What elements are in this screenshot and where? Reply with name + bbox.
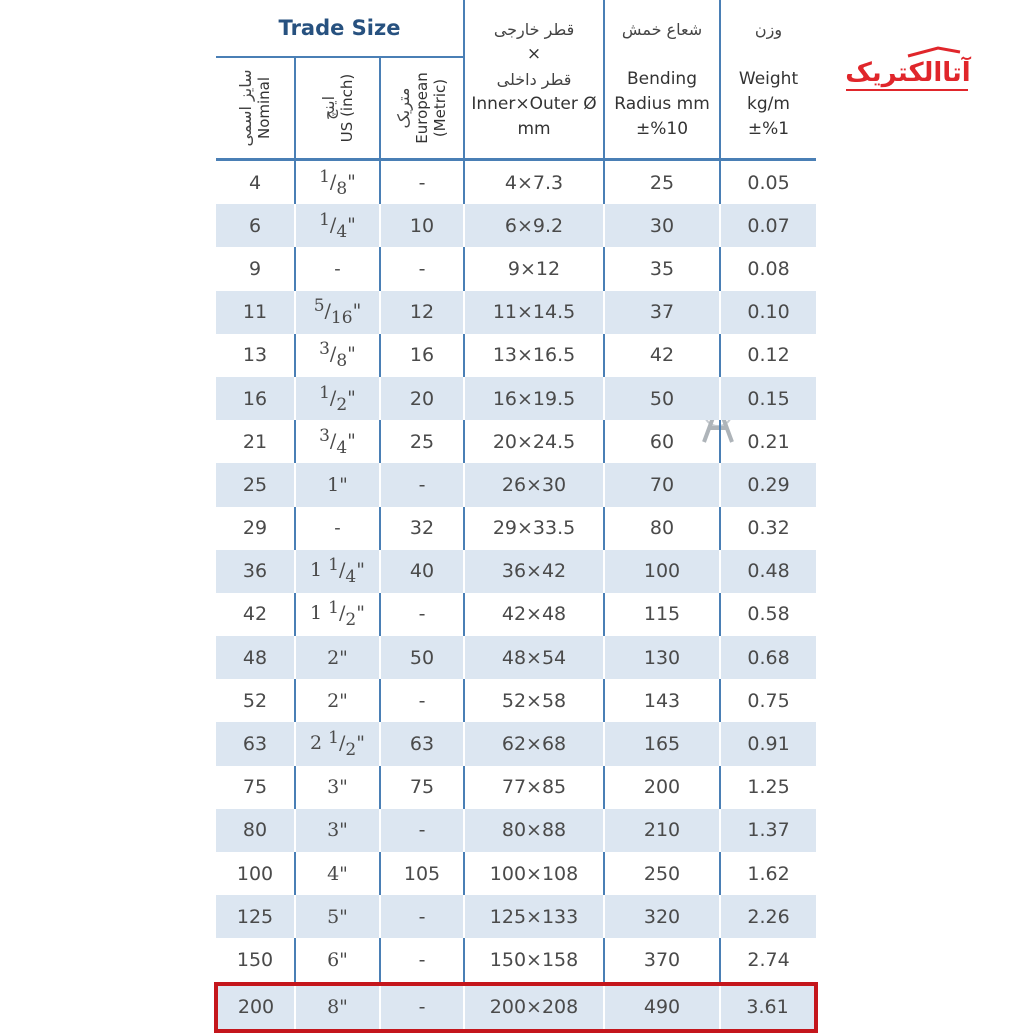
cell-diameter: 16×19.5	[464, 377, 604, 420]
weight-fa-label: وزن	[754, 19, 783, 39]
us-numerator: 1	[328, 728, 339, 749]
cell-nominal: 11	[216, 291, 295, 334]
cell-metric: -	[380, 679, 464, 722]
cell-us-inch	[295, 204, 380, 247]
cell-diameter: 150×158	[464, 938, 604, 983]
cell-bending-radius: 50	[604, 377, 720, 420]
us-fa-label: اینچ	[318, 95, 338, 121]
cell-bending-radius: 165	[604, 722, 720, 765]
cell-us-inch	[295, 593, 380, 636]
us-numerator: 3	[319, 339, 330, 360]
cell-nominal: 9	[216, 247, 295, 290]
cell-diameter: 26×30	[464, 463, 604, 506]
cell-us-inch	[295, 809, 380, 852]
cell-bending-radius: 25	[604, 160, 720, 205]
table-row	[216, 291, 816, 334]
weight-unit: kg/m	[747, 93, 790, 114]
cell-diameter: 77×85	[464, 766, 604, 809]
cell-metric: -	[380, 895, 464, 938]
us-inch-mark: "	[347, 213, 356, 236]
table-row	[216, 895, 816, 938]
cell-metric: -	[380, 984, 464, 1031]
cell-nominal: 200	[216, 984, 295, 1031]
diameter-header	[464, 0, 604, 160]
cell-metric: 105	[380, 852, 464, 895]
metric-en-sub: (Metric)	[431, 78, 449, 138]
us-whole: 3"	[327, 819, 348, 842]
cell-bending-radius: 35	[604, 247, 720, 290]
us-whole: 4"	[327, 862, 348, 885]
cell-nominal: 6	[216, 204, 295, 247]
us-denominator: 2	[336, 394, 348, 415]
us-whole: 2	[310, 732, 323, 755]
cell-us-inch	[295, 507, 380, 550]
cell-weight: 0.29	[720, 463, 816, 506]
cell-weight: 0.12	[747, 344, 790, 367]
cell-diameter: 200×208	[464, 984, 604, 1031]
diameter-unit: mm	[517, 118, 551, 139]
cell-bending-radius: 250	[604, 852, 720, 895]
cell-weight: 0.08	[747, 257, 790, 280]
cell-diameter: 100×108	[464, 852, 604, 895]
cell-us-inch	[295, 160, 380, 205]
cell-weight: 2.74	[747, 948, 790, 971]
cell-weight: 0.07	[720, 204, 816, 247]
us-numerator: 1	[319, 166, 330, 187]
cell-weight: 0.15	[720, 377, 816, 420]
table-row	[216, 160, 816, 205]
table-row	[216, 722, 816, 765]
table-row	[216, 463, 816, 506]
cell-metric: 12	[380, 291, 464, 334]
cell-bending-radius: 42	[604, 334, 720, 377]
cell-us-inch	[295, 463, 380, 506]
us-inch-mark: "	[347, 170, 356, 193]
cell-bending-radius: 30	[604, 204, 720, 247]
cell-diameter: 36×42	[464, 550, 604, 593]
table-row	[216, 593, 816, 636]
cell-nominal: 13	[216, 334, 295, 377]
cell-weight: 0.32	[747, 517, 790, 540]
fraction-slash: /	[329, 213, 337, 236]
cell-nominal: 21	[216, 420, 295, 463]
fraction-slash: /	[338, 732, 346, 755]
cell-nominal: 16	[216, 377, 295, 420]
metric-en-label: European	[413, 72, 431, 144]
us-numerator: 1	[319, 209, 330, 230]
us-numerator: 1	[328, 598, 339, 619]
us-en-label: US (inch)	[337, 73, 356, 143]
cell-weight: 0.75	[747, 689, 790, 712]
us-whole: -	[334, 517, 341, 540]
bending-en-unit: Radius mm	[614, 93, 710, 114]
us-denominator: 16	[330, 308, 353, 329]
cell-diameter: 6×9.2	[464, 204, 604, 247]
bending-fa-label: شعاع خمش	[621, 19, 703, 39]
cell-bending-radius: 320	[604, 895, 720, 938]
cell-bending-radius: 130	[604, 636, 720, 679]
us-denominator: 8	[336, 351, 348, 372]
cell-us-inch	[295, 291, 380, 334]
cell-nominal: 48	[216, 636, 295, 679]
us-inch-mark: "	[356, 559, 365, 582]
weight-en-label: Weight	[738, 68, 799, 89]
diameter-times: ×	[526, 43, 542, 64]
cell-metric: 50	[380, 636, 464, 679]
us-inch-mark: "	[352, 300, 362, 323]
trade-size-heading: Trade Size	[216, 0, 464, 57]
cell-metric: 10	[380, 204, 464, 247]
fraction-slash: /	[329, 170, 337, 193]
table-row	[216, 334, 816, 377]
table-row	[216, 852, 816, 895]
bending-en-label: Bending	[627, 68, 697, 89]
cell-metric: 20	[380, 377, 464, 420]
cell-weight: 1.25	[747, 776, 790, 799]
us-inch-header	[295, 57, 380, 160]
cell-nominal: 100	[216, 852, 295, 895]
cell-weight: 0.05	[747, 171, 790, 194]
cell-nominal: 52	[216, 679, 295, 722]
us-inch-mark: "	[347, 343, 356, 366]
cell-us-inch	[295, 679, 380, 722]
cell-bending-radius: 143	[604, 679, 720, 722]
cell-diameter: 48×54	[464, 636, 604, 679]
cell-weight: 0.68	[720, 636, 816, 679]
cell-us-inch	[295, 247, 380, 290]
cell-nominal: 4	[216, 160, 295, 205]
cell-nominal: 42	[216, 593, 295, 636]
cell-weight: 0.10	[720, 291, 816, 334]
us-inch-mark: "	[347, 429, 356, 452]
cell-metric: -	[380, 809, 464, 852]
cell-diameter: 29×33.5	[464, 507, 604, 550]
us-denominator: 4	[345, 567, 357, 588]
cell-diameter: 125×133	[464, 895, 604, 938]
cell-us-inch	[295, 420, 380, 463]
cell-metric: 75	[380, 766, 464, 809]
cell-nominal: 25	[216, 463, 295, 506]
cell-weight: 2.26	[720, 895, 816, 938]
cell-metric: 32	[380, 507, 464, 550]
table-row	[216, 679, 816, 722]
cell-bending-radius: 115	[604, 593, 720, 636]
cell-nominal: 75	[216, 766, 295, 809]
cell-metric: 63	[380, 722, 464, 765]
cell-weight: 0.58	[747, 603, 790, 626]
cell-nominal: 63	[216, 722, 295, 765]
cell-diameter: 80×88	[464, 809, 604, 852]
us-whole: 1"	[327, 473, 348, 496]
cell-diameter: 13×16.5	[464, 334, 604, 377]
cell-metric: -	[380, 938, 464, 983]
cell-nominal: 150	[216, 938, 295, 983]
fraction-slash: /	[338, 602, 346, 625]
bending-tolerance: ±%10	[636, 118, 689, 139]
fraction-slash: /	[329, 429, 337, 452]
cell-weight: 1.37	[720, 809, 816, 852]
cell-us-inch	[295, 550, 380, 593]
us-inch-mark: "	[347, 386, 356, 409]
fraction-slash: /	[324, 300, 331, 323]
cell-metric: -	[380, 593, 464, 636]
us-numerator: 1	[328, 555, 339, 576]
metric-fa-label: متریک	[394, 87, 413, 129]
diameter-en-label: Inner×Outer Ø	[471, 93, 597, 114]
cell-us-inch	[295, 895, 380, 938]
nominal-fa-label: سایز اسمی	[236, 69, 255, 147]
cell-metric: -	[380, 463, 464, 506]
brand-logo	[838, 44, 978, 100]
table-row	[216, 809, 816, 852]
bending-header	[604, 0, 720, 160]
us-whole: 5"	[327, 905, 348, 928]
us-inch-mark: "	[356, 732, 365, 755]
cell-bending-radius: 60	[604, 420, 720, 463]
cell-diameter: 42×48	[464, 593, 604, 636]
cell-nominal: 80	[216, 809, 295, 852]
us-whole: 6"	[327, 948, 348, 971]
us-inch-mark: "	[356, 602, 365, 625]
cell-us-inch	[295, 636, 380, 679]
us-numerator: 5	[313, 296, 325, 317]
cell-bending-radius: 80	[604, 507, 720, 550]
cell-nominal: 36	[216, 550, 295, 593]
cell-metric: 25	[380, 420, 464, 463]
cell-metric: -	[380, 247, 464, 290]
fraction-slash: /	[338, 559, 346, 582]
cell-us-inch	[295, 334, 380, 377]
logo-text: آتاالکتریک	[845, 58, 971, 88]
table-row	[216, 550, 816, 593]
cell-metric: 40	[380, 550, 464, 593]
diameter-fa-outer: قطر خارجی	[493, 19, 575, 39]
table-row	[216, 420, 816, 463]
cell-us-inch	[295, 852, 380, 895]
cell-bending-radius: 100	[604, 550, 720, 593]
cell-bending-radius: 70	[604, 463, 720, 506]
us-numerator: 1	[319, 382, 330, 403]
us-whole: 8"	[327, 996, 348, 1019]
weight-header	[720, 0, 816, 160]
table-row	[216, 247, 816, 290]
us-whole: 2"	[327, 646, 348, 669]
table-row	[216, 507, 816, 550]
cell-weight: 0.48	[720, 550, 816, 593]
us-whole: -	[334, 257, 341, 280]
cell-diameter: 62×68	[464, 722, 604, 765]
trade-size-table	[214, 0, 818, 1033]
us-denominator: 8	[336, 178, 348, 199]
cell-diameter: 9×12	[464, 247, 604, 290]
us-numerator: 3	[319, 425, 330, 446]
table-row	[216, 766, 816, 809]
cell-metric: 16	[380, 334, 464, 377]
cell-weight: 1.62	[747, 862, 790, 885]
weight-tolerance: ±%1	[747, 118, 790, 139]
cell-bending-radius: 37	[604, 291, 720, 334]
cell-diameter: 4×7.3	[464, 160, 604, 205]
cell-bending-radius: 210	[604, 809, 720, 852]
cell-weight: 0.21	[747, 430, 790, 453]
us-denominator: 2	[345, 740, 357, 761]
fraction-slash: /	[329, 343, 337, 366]
cell-metric: -	[380, 160, 464, 205]
cell-diameter: 20×24.5	[464, 420, 604, 463]
metric-header	[380, 57, 464, 160]
cell-weight: 0.91	[720, 722, 816, 765]
cell-nominal: 125	[216, 895, 295, 938]
cell-bending-radius: 370	[604, 938, 720, 983]
cell-us-inch	[295, 938, 380, 983]
fraction-slash: /	[329, 386, 337, 409]
nominal-header	[216, 57, 295, 160]
cell-diameter: 11×14.5	[464, 291, 604, 334]
nominal-en-label: Nominal	[255, 76, 273, 140]
us-denominator: 4	[336, 221, 348, 242]
us-whole: 1	[310, 602, 323, 625]
us-whole: 2"	[327, 689, 348, 712]
cell-nominal: 29	[216, 507, 295, 550]
cell-weight: 3.61	[720, 984, 816, 1031]
table-row	[216, 636, 816, 679]
cell-us-inch	[295, 766, 380, 809]
us-denominator: 4	[336, 437, 348, 458]
table-body	[216, 160, 816, 1031]
cell-us-inch	[295, 722, 380, 765]
us-whole: 1	[310, 559, 323, 582]
diameter-fa-inner: قطر داخلی	[496, 69, 572, 89]
cell-bending-radius: 490	[604, 984, 720, 1031]
us-denominator: 2	[345, 610, 357, 631]
cell-diameter: 52×58	[464, 679, 604, 722]
cell-bending-radius: 200	[604, 766, 720, 809]
table-row	[216, 938, 816, 983]
table-row	[216, 204, 816, 247]
cell-us-inch	[295, 377, 380, 420]
table-row	[216, 377, 816, 420]
us-whole: 3"	[327, 776, 348, 799]
